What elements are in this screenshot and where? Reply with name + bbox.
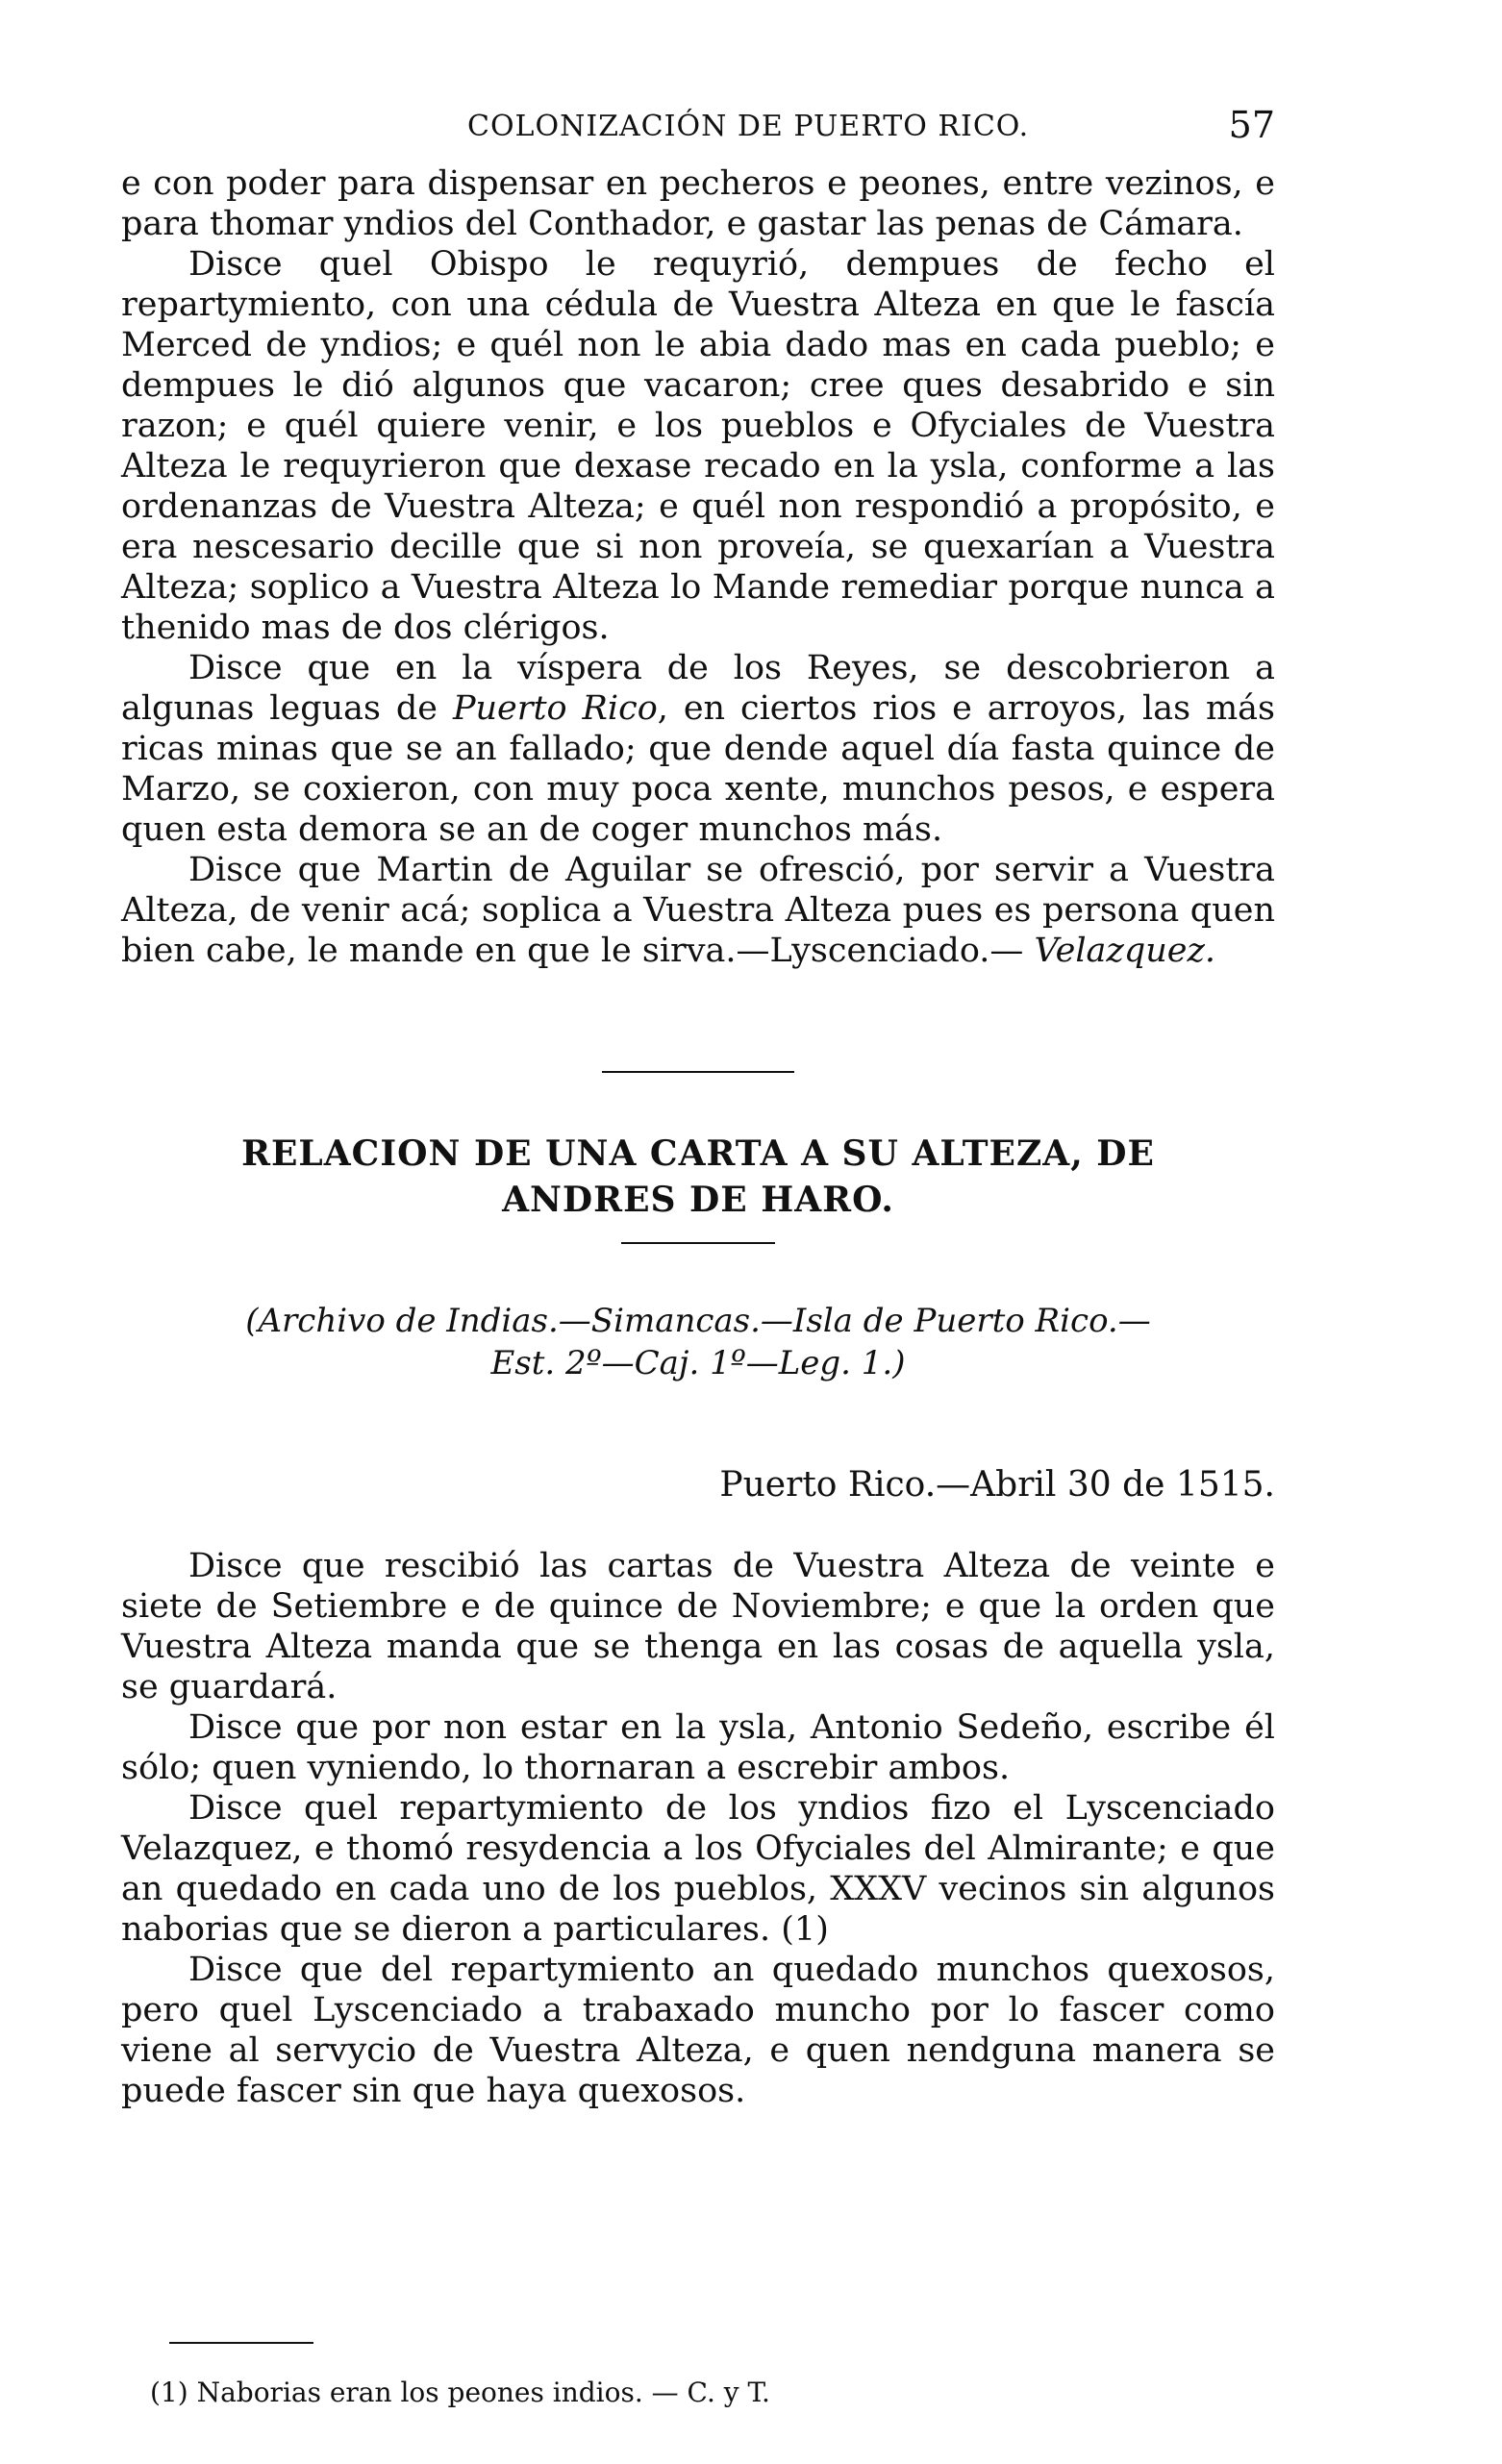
section-title [121,1131,1275,1223]
letter-paragraph-3-text: Disce quel repartymiento de los yndios fizo el Lyscenciado Velazquez, e thomó resydencia a los Ofyciales del Almirante; e que an quedado en cada uno de los pueblos, XXXV vecinos sin algunos naborias que se dieron a particulares. [121,1789,1275,1949]
paragraph-continuation: e con poder para dispensar en pecheros e peones, entre vezinos, e para thomar yndios del Conthador, e gastar las penas de Cámara. [121,164,1275,243]
divider-rule-top [602,1071,794,1073]
footnote-text: Naborias eran los peones indios. — C. y T. [196,2377,770,2408]
footnote-mark: (1) [150,2377,188,2408]
letter-paragraph-3 [121,1788,1275,1950]
paragraph-aguilar [121,850,1275,971]
running-title: COLONIZACIÓN DE PUERTO RICO. [467,110,1030,143]
archive-reference-line-2: Est. 2º—Caj. 1º—Leg. 1.) [490,1344,906,1382]
place-name-puerto-rico: Puerto Rico [452,689,658,728]
archive-reference-line-1: (Archivo de Indias.—Simancas.—Isla de Puerto Rico.— [245,1302,1151,1340]
section-title-line-2: ANDRES DE HARO. [502,1180,894,1220]
paragraph-minas [121,648,1275,850]
letter-paragraph-2: Disce que por non estar en la ysla, Antonio Sedeño, escribe él sólo; quen vyniendo, lo thornaran a escrebir ambos. [121,1708,1275,1787]
letter-text [121,1546,1275,2111]
footnote [150,2377,770,2408]
running-header [121,104,1275,148]
dateline: Puerto Rico.—Abril 30 de 1515. [719,1465,1275,1505]
page-number: 57 [1228,104,1275,146]
footnote-reference-mark: (1) [781,1910,829,1949]
top-text [121,163,1275,971]
letter-paragraph-4: Disce que del repartymiento an quedado munchos quexosos, pero quel Lyscenciado a trabaxado muncho por lo fascer como viene al servycio de Vuestra Alteza, e quen nendguna manera se puede fascer sin que haya quexosos. [121,1951,1275,2110]
footnote-rule [169,2342,313,2344]
archive-reference [121,1300,1275,1384]
letter-paragraph-1: Disce que rescibió las cartas de Vuestra Alteza de veinte e siete de Setiembre e de quince de Noviembre; e que la orden que Vuestra Alteza manda que se thenga en las cosas de aquella ysla, se guardará. [121,1547,1275,1706]
paragraph-obispo: Disce quel Obispo le requyrió, dempues de fecho el repartymiento, con una cédula de Vuestra Alteza en que le fascía Merced de yndios; e quél non le abia dado mas en cada pueblo; e dempues le dió algunos que vacaron; cree ques desabrido e sin razon; e quél quiere venir, e los pueblos e Ofyciales de Vuestra Alteza le requyrieron que dexase recado en la ysla, conforme a las ordenanzas de Vuestra Alteza; e quél non respondió a propósito, e era nescesario decille que si non proveía, se quexarían a Vuestra Alteza; soplico a Vuestra Alteza lo Mande remediar porque nunca a thenido mas de dos clérigos. [121,245,1275,647]
paragraph-aguilar-text: Disce que Martin de Aguilar se ofresció, por servir a Vuestra Alteza, de venir acá; soplica a Vuestra Alteza pues es persona quen bien cabe, le mande en que le sirva.—Lyscenciado.— [121,851,1275,970]
section-title-line-1: RELACION DE UNA CARTA A SU ALTEZA, DE [241,1133,1155,1174]
paragraph-minas-text-b: , en ciertos rios e arroyos, las más ricas minas que se an fallado; que dende aquel día fasta quince de Marzo, se coxieron, con muy poca xente, munchos pesos, e espera quen esta demora se an de coger munchos más. [121,689,1275,849]
paragraph-minas-text-a: Disce que en la víspera de los Reyes, se descobrieron a algunas leguas de [121,649,1275,728]
divider-rule-bottom [621,1242,775,1244]
signature-velazquez: Velazquez. [1034,932,1216,970]
